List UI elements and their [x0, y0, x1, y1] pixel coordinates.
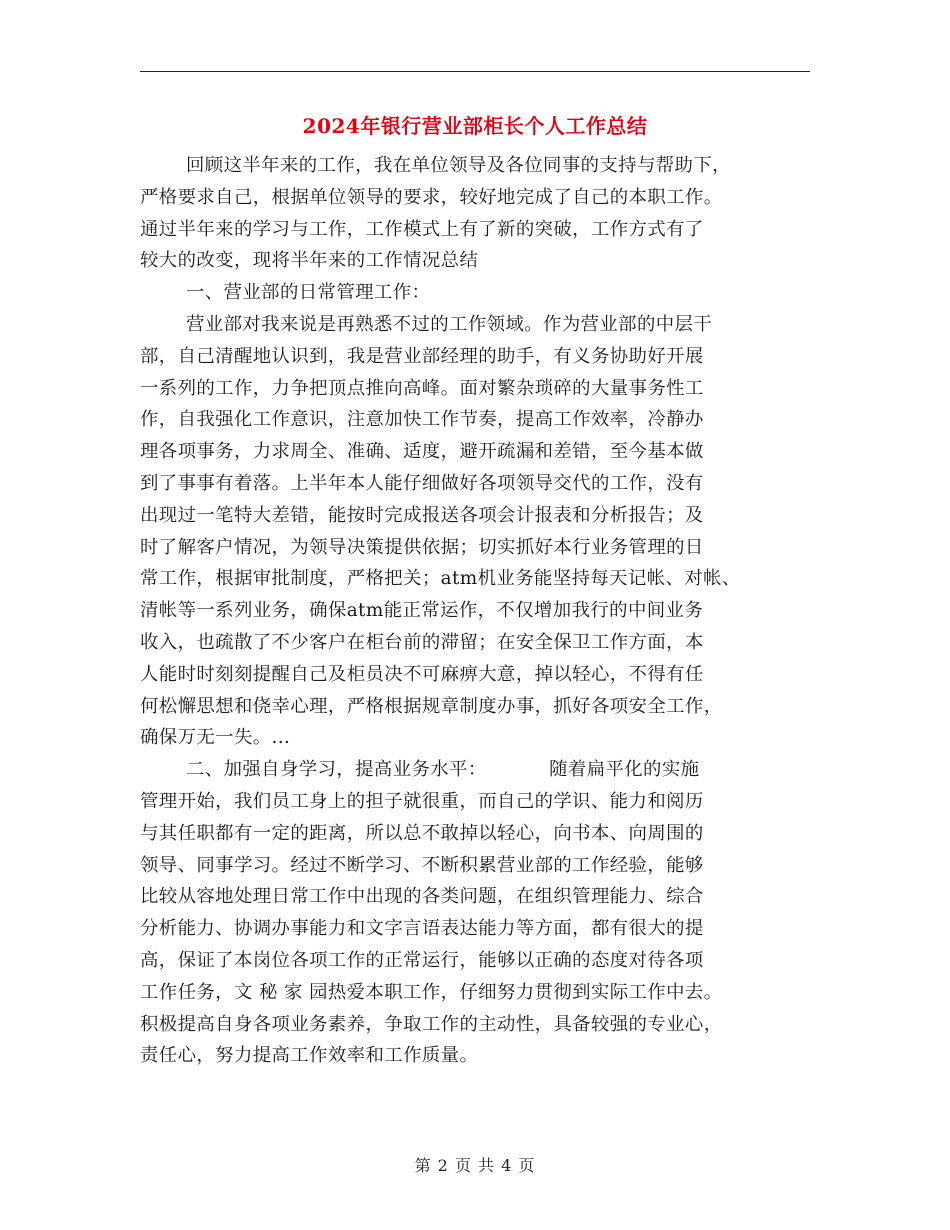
- body-line: 通过半年来的学习与工作，工作模式上有了新的突破，工作方式有了: [140, 218, 704, 240]
- body-line: 到了事事有着落。上半年本人能仔细做好各项领导交代的工作，没有: [140, 472, 704, 494]
- body-line: 营业部对我来说是再熟悉不过的工作领域。作为营业部的中层干: [186, 313, 713, 335]
- body-line: 何松懈思想和侥幸心理，严格根据规章制度办事，抓好各项安全工作，: [140, 695, 723, 717]
- page-footer: 第 2 页 共 4 页: [414, 1156, 536, 1175]
- body-line: 作，自我强化工作意识，注意加快工作节奏，提高工作效率，冷静办: [140, 409, 704, 431]
- body-line: 回顾这半年来的工作，我在单位领导及各位同事的支持与帮助下，: [186, 155, 731, 176]
- document-title: 2024年银行营业部柜长个人工作总结: [302, 114, 648, 138]
- body-line: 工作任务，文 秘 家 园热爱本职工作，仔细努力贯彻到实际工作中去。: [140, 981, 723, 1003]
- body-line: 领导、同事学习。经过不断学习、不断积累营业部的工作经验，能够: [140, 854, 704, 876]
- body-line: 理各项事务，力求周全、准确、适度，避开疏漏和差错，至今基本做: [140, 441, 704, 463]
- body-line: 确保万无一失。...: [140, 727, 291, 749]
- body-line: 时了解客户情况，为领导决策提供依据；切实抓好本行业务管理的日: [140, 536, 704, 558]
- body-line: 责任心，努力提高工作效率和工作质量。: [140, 1045, 479, 1067]
- body-line: 二、加强自身学习，提高业务水平： 随着扁平化的实施: [186, 759, 700, 781]
- body-line: 常工作，根据审批制度，严格把关；atm机业务能坚持每天记帐、对帐、: [140, 568, 741, 590]
- body-line: 人能时时刻刻提醒自己及柜员决不可麻痹大意，掉以轻心，不得有任: [140, 663, 704, 685]
- body-line: 分析能力、协调办事能力和文字言语表达能力等方面，都有很大的提: [140, 918, 704, 940]
- body-line: 部，自己清醒地认识到，我是营业部经理的助手，有义务协助好开展: [140, 345, 704, 367]
- body-line: 出现过一笔特大差错，能按时完成报送各项会计报表和分析报告；及: [140, 504, 704, 526]
- body-line: 比较从容地处理日常工作中出现的各类问题，在组织管理能力、综合: [140, 886, 704, 908]
- body-line: 管理开始，我们员工身上的担子就很重，而自己的学识、能力和阅历: [140, 790, 704, 812]
- body-line: 一系列的工作，力争把顶点推向高峰。面对繁杂琐碎的大量事务性工: [140, 377, 704, 399]
- document-body: [140, 150, 830, 1072]
- body-line: 一、营业部的日常管理工作：: [186, 282, 431, 304]
- body-line: 收入，也疏散了不少客户在柜台前的滞留；在安全保卫工作方面，本: [140, 631, 704, 653]
- header-rule: [140, 71, 810, 72]
- body-line: 较大的改变，现将半年来的工作情况总结: [140, 250, 479, 272]
- body-line: 高，保证了本岗位各项工作的正常运行，能够以正确的态度对待各项: [140, 949, 704, 971]
- body-line: 严格要求自己，根据单位领导的要求，较好地完成了自己的本职工作。: [140, 186, 723, 208]
- body-line: 与其任职都有一定的距离，所以总不敢掉以轻心，向书本、向周围的: [140, 822, 704, 844]
- body-line: 清帐等一系列业务，确保atm能正常运作，不仅增加我行的中间业务: [140, 600, 704, 622]
- body-line: 积极提高自身各项业务素养，争取工作的主动性，具备较强的专业心，: [140, 1013, 723, 1035]
